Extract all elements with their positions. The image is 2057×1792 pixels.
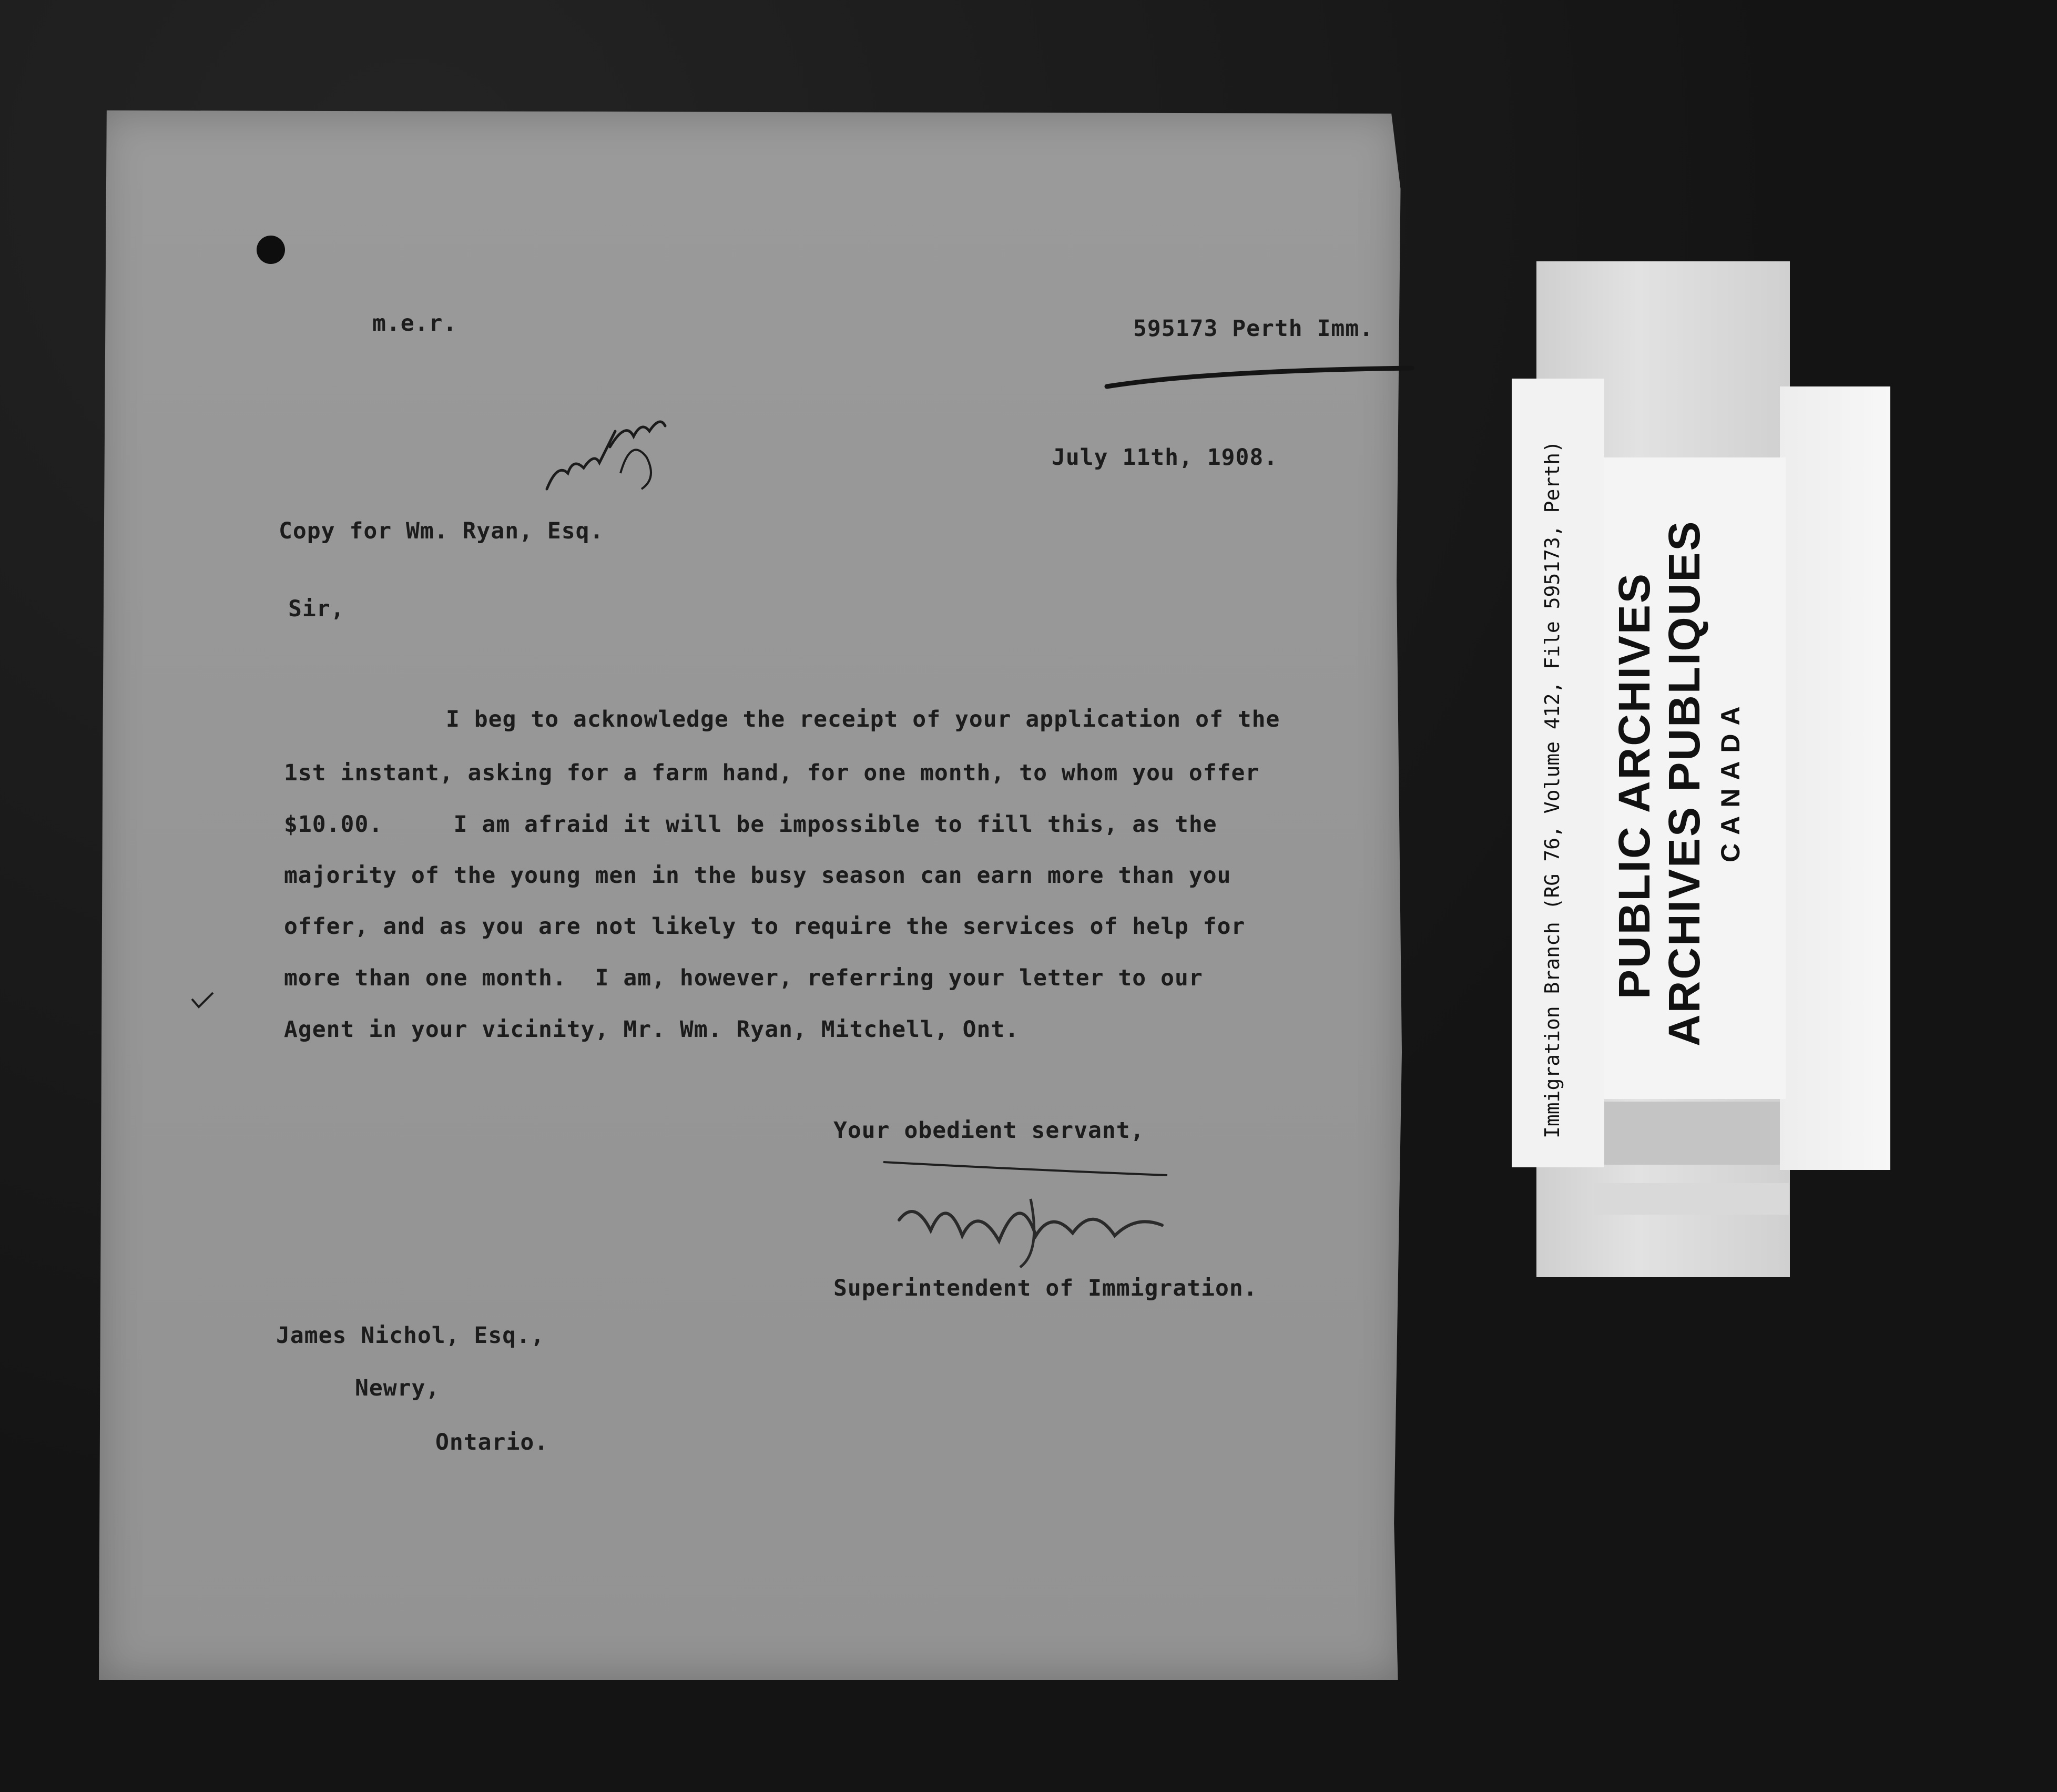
recipient-town: Newry, [355, 1375, 440, 1401]
archive-label-line1: PUBLIC ARCHIVES [1610, 572, 1659, 999]
body-line: 1st instant, asking for a farm hand, for one month, to whom you offer [284, 760, 1260, 786]
file-ref-underline [1102, 360, 1417, 397]
copy-note: Copy for Wm. Ryan, Esq. [279, 518, 604, 544]
typist-initials: m.e.r. [372, 310, 457, 337]
recipient-province: Ontario. [435, 1429, 549, 1455]
margin-check-mark [189, 989, 221, 1015]
closing: Your obedient servant, [833, 1117, 1145, 1144]
archive-label-country: CANADA [1716, 698, 1745, 862]
letter-date: July 11th, 1908. [1052, 444, 1278, 471]
archive-tag-band [1594, 1102, 1789, 1165]
punch-hole [257, 236, 285, 264]
signature-title: Superintendent of Immigration. [833, 1275, 1258, 1301]
archive-label-line2: ARCHIVES PUBLIQUES [1659, 520, 1709, 1046]
body-line: offer, and as you are not likely to require the services of help for [284, 913, 1246, 940]
file-reference: 595173 Perth Imm. [1133, 315, 1374, 342]
body-line: majority of the young men in the busy season can earn more than you [284, 862, 1231, 889]
body-line: $10.00. I am afraid it will be impossible to fill this, as the [284, 811, 1217, 838]
archive-tag-band [1594, 1183, 1789, 1215]
handwritten-note [536, 400, 678, 505]
signature [873, 1157, 1188, 1283]
body-line: more than one month. I am, however, referring your letter to our [284, 965, 1203, 991]
letter-sheet [99, 110, 1402, 1680]
archive-file-citation: Immigration Branch (RG 76, Volume 412, File 595173, Perth) [1541, 441, 1564, 1138]
archive-tag-right-panel [1780, 386, 1890, 1170]
salutation: Sir, [288, 596, 345, 622]
body-line: I beg to acknowledge the receipt of your application of the [446, 706, 1280, 732]
recipient-name: James Nichol, Esq., [276, 1322, 545, 1349]
body-line: Agent in your vicinity, Mr. Wm. Ryan, Mitchell, Ont. [284, 1016, 1020, 1043]
